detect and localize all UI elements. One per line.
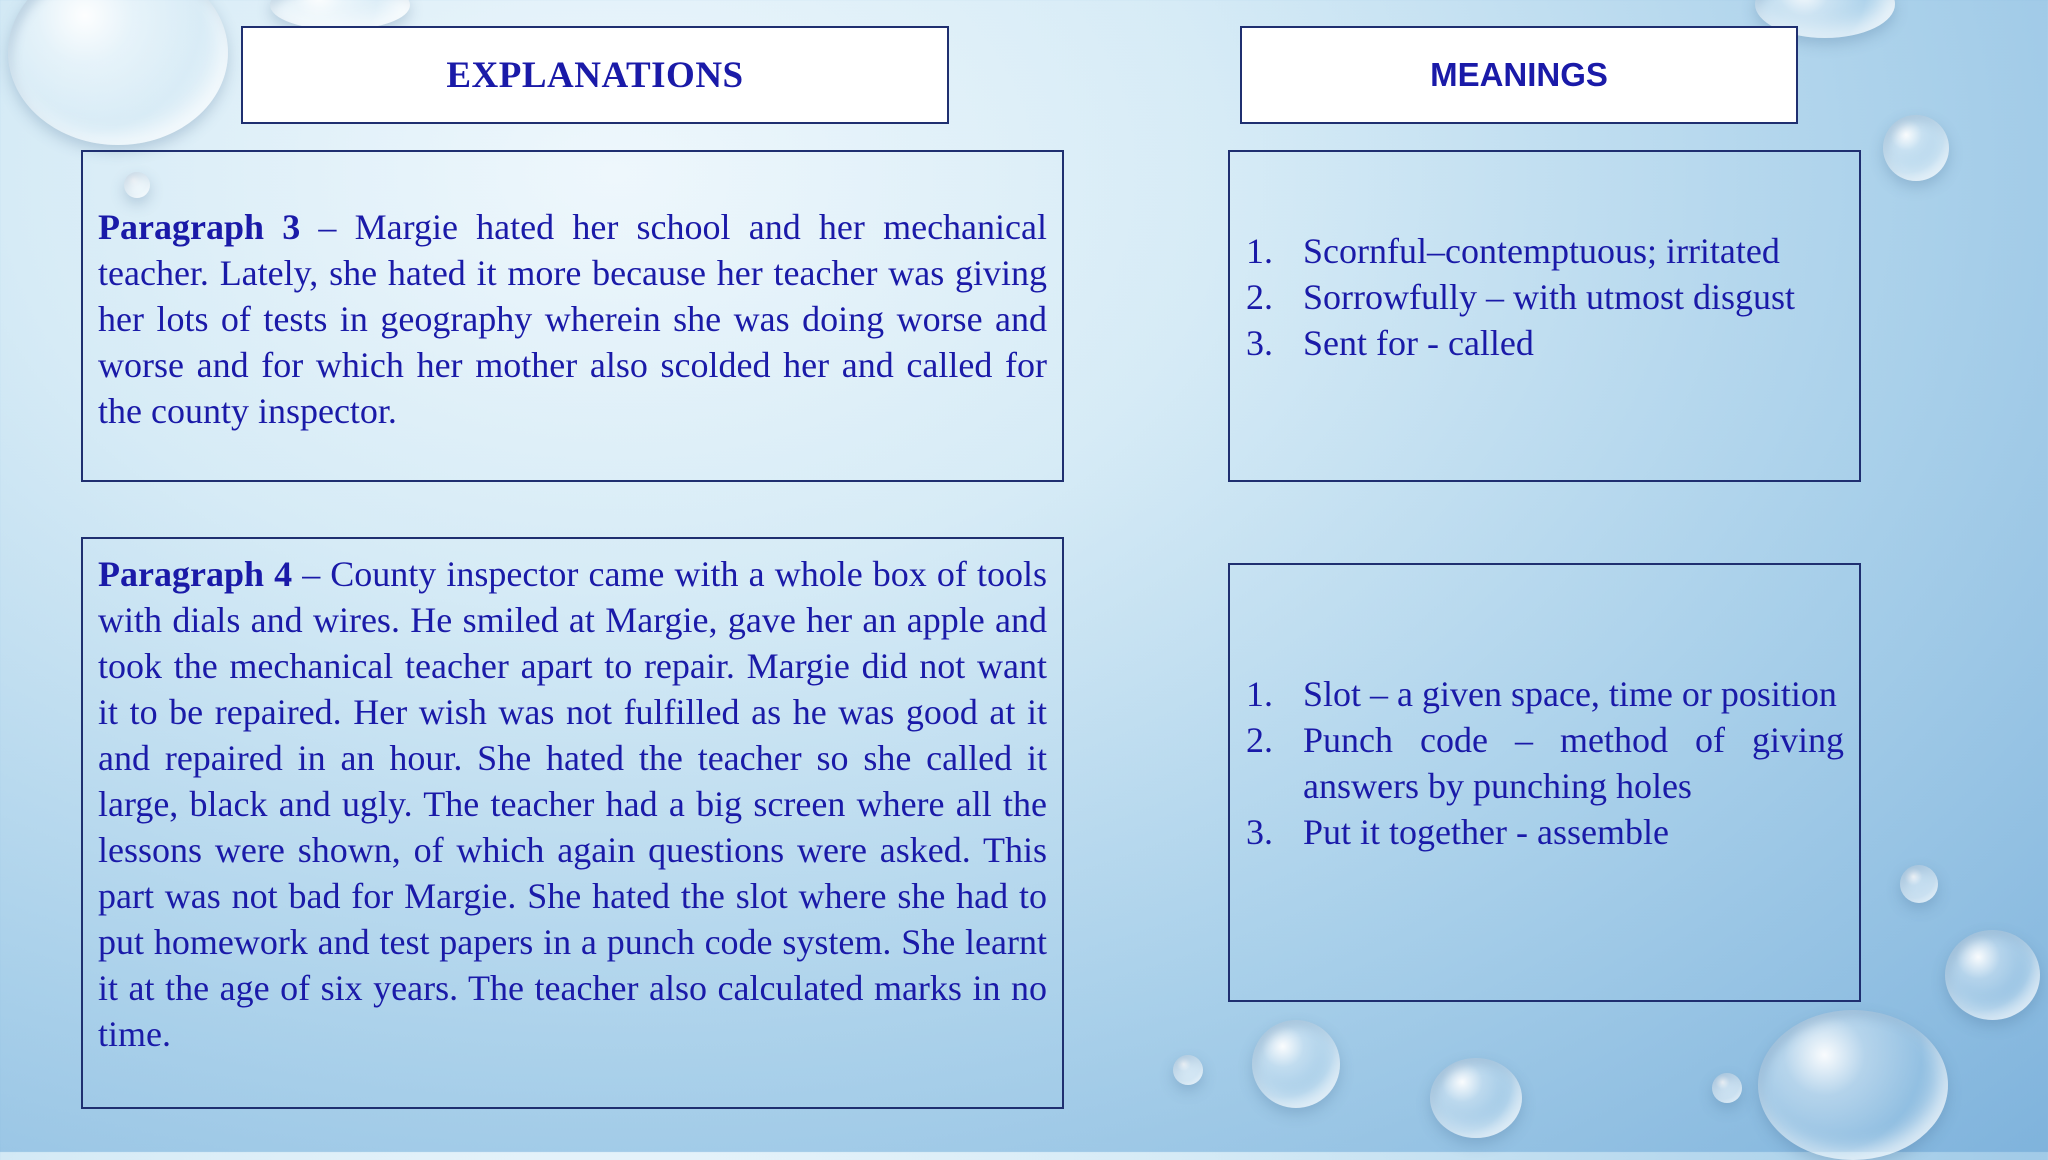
meanings-list-1 [1245, 228, 1844, 366]
paragraph-3-body: – Margie hated her school and her mechanical teacher. Lately, she hated it more because her teacher was giving her lots of tests in geography wherein she was doing worse and worse and for which her mother also scolded her and called for the county inspector. [98, 207, 1047, 431]
meanings-box-1 [1228, 150, 1861, 482]
water-bubble-decoration [8, 0, 228, 145]
meaning-item [1245, 671, 1844, 717]
meaning-text: Put it together - assemble [1303, 812, 1669, 852]
meaning-text: Scornful–contemptuous; irritated [1303, 231, 1780, 271]
meanings-header: MEANINGS [1240, 26, 1798, 124]
paragraph-4-text [98, 551, 1047, 1057]
water-bubble-decoration [1712, 1073, 1742, 1103]
meaning-item [1245, 228, 1844, 274]
explanations-header: EXPLANATIONS [241, 26, 949, 124]
meaning-text: Sorrowfully – with utmost disgust [1303, 277, 1796, 317]
paragraph-4-label: Paragraph 4 [98, 554, 293, 594]
meanings-list-2 [1245, 671, 1844, 855]
meanings-box-2 [1228, 563, 1861, 1002]
meaning-item [1245, 274, 1844, 320]
meaning-number: 1. [1246, 674, 1273, 714]
water-bubble-decoration [1945, 930, 2040, 1020]
meaning-text: Sent for - called [1303, 323, 1534, 363]
paragraph-3-text [98, 204, 1047, 434]
paragraph-4-body: – County inspector came with a whole box of tools with dials and wires. He smiled at Margie, gave her an apple and took the mechanical teacher apart to repair. Margie did not want it to be repaired. Her wish was not fulfilled as he was good at it and repaired in an hour. She hated the teacher so she called it large, black and ugly. The teacher had a big screen where all the lessons were shown, of which again questions were asked. This part was not bad for Margie. She hated the slot where she had to put homework and test papers in a punch code system. She learnt it at the age of six years. The teacher also calculated marks in no time. [98, 554, 1047, 1054]
water-bubble-decoration [1900, 865, 1938, 903]
paragraph-3-label: Paragraph 3 [98, 207, 301, 247]
water-bubble-decoration [1758, 1010, 1948, 1160]
meaning-number: 2. [1246, 720, 1273, 760]
water-bubble-decoration [1430, 1058, 1522, 1138]
meaning-item [1245, 717, 1844, 809]
meaning-number: 3. [1246, 812, 1273, 852]
meaning-text: Punch code – method of giving answers by punching holes [1303, 720, 1844, 806]
meaning-number: 1. [1246, 231, 1273, 271]
water-bubble-decoration [1252, 1020, 1340, 1108]
paragraph-4-box [81, 537, 1064, 1109]
meaning-number: 2. [1246, 277, 1273, 317]
water-bubble-decoration [1173, 1055, 1203, 1085]
paragraph-3-box [81, 150, 1064, 482]
water-bubble-decoration [1883, 115, 1949, 181]
meaning-item [1245, 320, 1844, 366]
meaning-number: 3. [1246, 323, 1273, 363]
meaning-text: Slot – a given space, time or position [1303, 674, 1837, 714]
meaning-item [1245, 809, 1844, 855]
